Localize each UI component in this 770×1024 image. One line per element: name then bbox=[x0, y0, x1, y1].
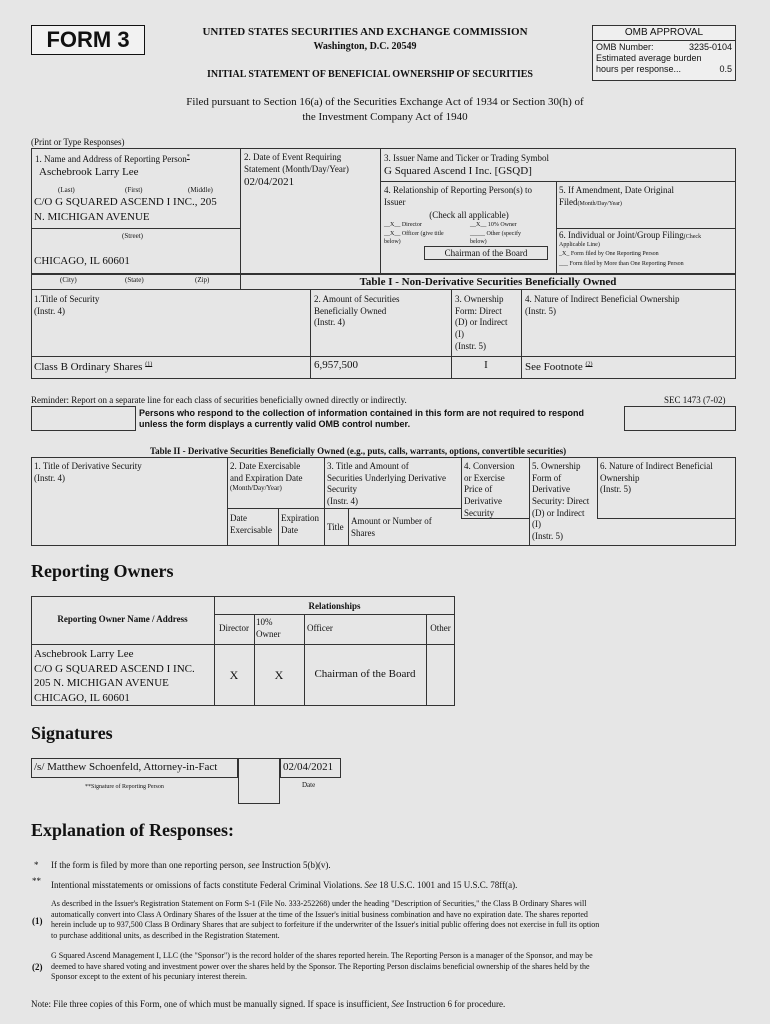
t1-security: Class B Ordinary Shares $^{(1)}$ bbox=[34, 361, 153, 373]
t2-expiration-date: Expiration Date bbox=[281, 513, 319, 535]
owner-director-mark: X bbox=[229, 668, 239, 682]
footnote-2-mark: (2) bbox=[32, 962, 43, 972]
officer-title: Chairman of the Board bbox=[444, 248, 528, 258]
t2-col5-header: 5. Ownership Form of Derivative Security: Direct (D) or Indirect (I) (Instr. 5) bbox=[532, 461, 590, 542]
footnote-1-mark: (1) bbox=[32, 916, 43, 926]
reporting-person-name: Aschebrook Larry Lee bbox=[39, 166, 139, 178]
reminder-text: Reminder: Report on a separate line for each class of securities beneficially owned directly or indirectly. bbox=[31, 395, 407, 405]
persons-notice: Persons who respond to the collection of information contained in this form are not required to respond unless the form displays a currently valid OMB control number. bbox=[139, 408, 585, 429]
address-line-1: C/O G SQUARED ASCEND I INC., 205 bbox=[34, 196, 217, 208]
address-line-2: N. MICHIGAN AVENUE bbox=[34, 211, 150, 223]
omb-approval-box bbox=[592, 25, 736, 81]
t2-amount-col: Amount or Number of Shares bbox=[351, 516, 432, 538]
t1-form: I bbox=[484, 359, 488, 371]
label-last: (Last) bbox=[58, 186, 75, 194]
signer-name: /s/ Matthew Schoenfeld, Attorney-in-Fact bbox=[34, 761, 218, 773]
t2-col3-header: 3. Title and Amount of Securities Underlying Derivative Security (Instr. 4) bbox=[327, 461, 446, 507]
other-header: Other bbox=[430, 623, 451, 633]
box2-label: 2. Date of Event Requiring Statement (Month/Day/Year) bbox=[244, 152, 349, 174]
t1-amount: 6,957,500 bbox=[314, 359, 358, 371]
footnote-1-text: As described in the Issuer's Registration Statement on Form S-1 (File No. 333-252268) under the heading "Description of Securities," the Class B Ordinary Shares will automatically convert into Class A Ordinary Shares of the Issuer at the time of the Issuer's initial business combination and have no expiration date. The shares reported herein include up to 937,500 Class B Ordinary Shares that are subject to forfeiture if the underwriter of the Issuer's initial public offering does not exercise in full its option to purchase additional units, as described in the Registration Statement. bbox=[51, 899, 600, 940]
omb-hours-label: hours per response... bbox=[596, 64, 682, 74]
t1-col1-header: 1.Title of Security (Instr. 4) bbox=[34, 294, 100, 316]
owner-address-block: Aschebrook Larry Lee C/O G SQUARED ASCEND I INC. 205 N. MICHIGAN AVENUE CHICAGO, IL 60601 bbox=[34, 648, 195, 704]
signature-label: **Signature of Reporting Person bbox=[85, 784, 164, 790]
reminder-right-box bbox=[624, 406, 736, 431]
label-zip: (Zip) bbox=[195, 276, 210, 284]
explanation-heading: Explanation of Responses: bbox=[31, 820, 235, 840]
t2-col6-header: 6. Nature of Indirect Beneficial Ownership (Instr. 5) bbox=[600, 461, 713, 495]
other-check: _____ Other (specify below) bbox=[470, 231, 521, 245]
filing-option-2: ___ Form filed by More than One Reporting Person bbox=[559, 261, 684, 267]
signature-date: 02/04/2021 bbox=[283, 761, 334, 773]
table2-title: Table II - Derivative Securities Beneficially Owned (e.g., puts, calls, warrants, options, convertible securities) bbox=[150, 446, 567, 456]
filing-option-1: _X_ Form filed by One Reporting Person bbox=[559, 251, 659, 257]
star-mark: * bbox=[34, 860, 39, 870]
officer-check: __X__ Officer (give title below) bbox=[384, 231, 444, 245]
double-star-mark: ** bbox=[32, 876, 41, 886]
box3-label: 3. Issuer Name and Ticker or Trading Symbol bbox=[384, 153, 549, 163]
star-note: If the form is filed by more than one reporting person, see Instruction 5(b)(v). bbox=[51, 860, 331, 870]
event-date: 02/04/2021 bbox=[244, 176, 295, 188]
agency-name: UNITED STATES SECURITIES AND EXCHANGE COMMISSION bbox=[202, 26, 528, 38]
box4-label: 4. Relationship of Reporting Person(s) to Issuer bbox=[384, 185, 532, 207]
double-star-note: Intentional misstatements or omissions of facts constitute Federal Criminal Violations. See 18 U.S.C. 1001 and 15 U.S.C. 78ff(a). bbox=[51, 880, 518, 890]
omb-number-label: OMB Number: bbox=[596, 42, 654, 52]
ten-pct-check: __X__ 10% Owner bbox=[470, 222, 517, 228]
footnote-1-link[interactable]: (1) bbox=[145, 361, 153, 368]
t2-title-col: Title bbox=[327, 522, 344, 532]
director-check: __X__ Director bbox=[384, 222, 422, 228]
form-title: INITIAL STATEMENT OF BENEFICIAL OWNERSHIP OF SECURITIES bbox=[206, 69, 533, 80]
footnote-2-text: G Squared Ascend Management I, LLC (the "Sponsor") is the record holder of the shares reported herein. The Reporting Person is a manager of the Sponsor, and may be deemed to have shared voting and investment power over the shares held by the Sponsor. The Reporting Person disclaims beneficial ownership of the shares held by the Sponsor except to the extent of his pecuniary interest therein. bbox=[51, 951, 593, 982]
t2-col2-header: 2. Date Exercisable and Expiration Date (Month/Day/Year) bbox=[230, 461, 303, 493]
omb-title: OMB APPROVAL bbox=[593, 26, 735, 41]
box5-label: 5. If Amendment, Date Original Filed(Month/Day/Year) bbox=[559, 185, 674, 207]
print-note: (Print or Type Responses) bbox=[31, 137, 125, 147]
form-number: FORM 3 bbox=[46, 27, 130, 52]
filed-pursuant-1: Filed pursuant to Section 16(a) of the Securities Exchange Act of 1934 or Section 30(h) of bbox=[186, 96, 584, 108]
signatures-heading: Signatures bbox=[31, 723, 113, 743]
t2-date-exercisable: Date Exercisable bbox=[230, 513, 272, 535]
footnote-2-link[interactable]: (2) bbox=[585, 361, 593, 368]
owner-name-header: Reporting Owner Name / Address bbox=[57, 614, 188, 624]
city-line: CHICAGO, IL 60601 bbox=[34, 255, 130, 267]
reporting-owners-heading: Reporting Owners bbox=[31, 561, 174, 581]
date-label: Date bbox=[302, 781, 316, 789]
t1-nature: See Footnote $^{(2)}$ bbox=[525, 361, 593, 373]
t1-col3-header: 3. Ownership Form: Direct (D) or Indirect (I) (Instr. 5) bbox=[455, 294, 508, 351]
form-number-box bbox=[31, 25, 145, 55]
box1-marker: * bbox=[186, 154, 190, 160]
agency-location: Washington, D.C. 20549 bbox=[313, 41, 417, 52]
label-middle: (Middle) bbox=[188, 186, 213, 194]
box6-label: 6. Individual or Joint/Group Filing(Check bbox=[559, 230, 702, 240]
officer-title-box bbox=[424, 246, 548, 260]
box1-label: 1. Name and Address of Reporting Person* bbox=[35, 154, 190, 164]
label-street: (Street) bbox=[122, 232, 143, 240]
issuer-name: G Squared Ascend I Inc. [GSQD] bbox=[384, 165, 532, 177]
label-state: (State) bbox=[125, 276, 144, 284]
t1-col4-header: 4. Nature of Indirect Beneficial Ownership (Instr. 5) bbox=[525, 294, 680, 316]
check-all: (Check all applicable) bbox=[429, 210, 509, 220]
table1-title: Table I - Non-Derivative Securities Beneficially Owned bbox=[359, 276, 617, 288]
relationships-header: Relationships bbox=[308, 601, 361, 611]
signature-middle-box bbox=[238, 758, 280, 804]
omb-burden: Estimated average burden bbox=[596, 53, 702, 63]
owner-ten-pct-mark: X bbox=[274, 668, 284, 682]
label-city: (City) bbox=[60, 276, 77, 284]
reminder-left-box bbox=[31, 406, 136, 431]
officer-header: Officer bbox=[307, 623, 333, 633]
director-header: Director bbox=[219, 623, 249, 633]
t2-col4-header: 4. Conversion or Exercise Price of Derivative Security bbox=[464, 461, 515, 518]
t2-col1-header: 1. Title of Derivative Security (Instr. 4) bbox=[34, 461, 142, 483]
filed-pursuant-2: the Investment Company Act of 1940 bbox=[302, 111, 468, 123]
sec-number: SEC 1473 (7-02) bbox=[664, 395, 726, 405]
omb-number-value: 3235-0104 bbox=[688, 42, 732, 52]
t1-col2-header: 2. Amount of Securities Beneficially Owned (Instr. 4) bbox=[314, 294, 400, 328]
box6-label-2: Applicable Line) bbox=[559, 242, 600, 248]
omb-hours-value: 0.5 bbox=[719, 64, 732, 74]
ten-pct-header: 10% Owner bbox=[256, 617, 281, 639]
file-copies-note: Note: File three copies of this Form, one of which must be manually signed. If space is insufficient, See Instruction 6 for procedure. bbox=[31, 999, 506, 1009]
owner-officer-title: Chairman of the Board bbox=[314, 668, 416, 680]
label-first: (First) bbox=[125, 186, 143, 194]
